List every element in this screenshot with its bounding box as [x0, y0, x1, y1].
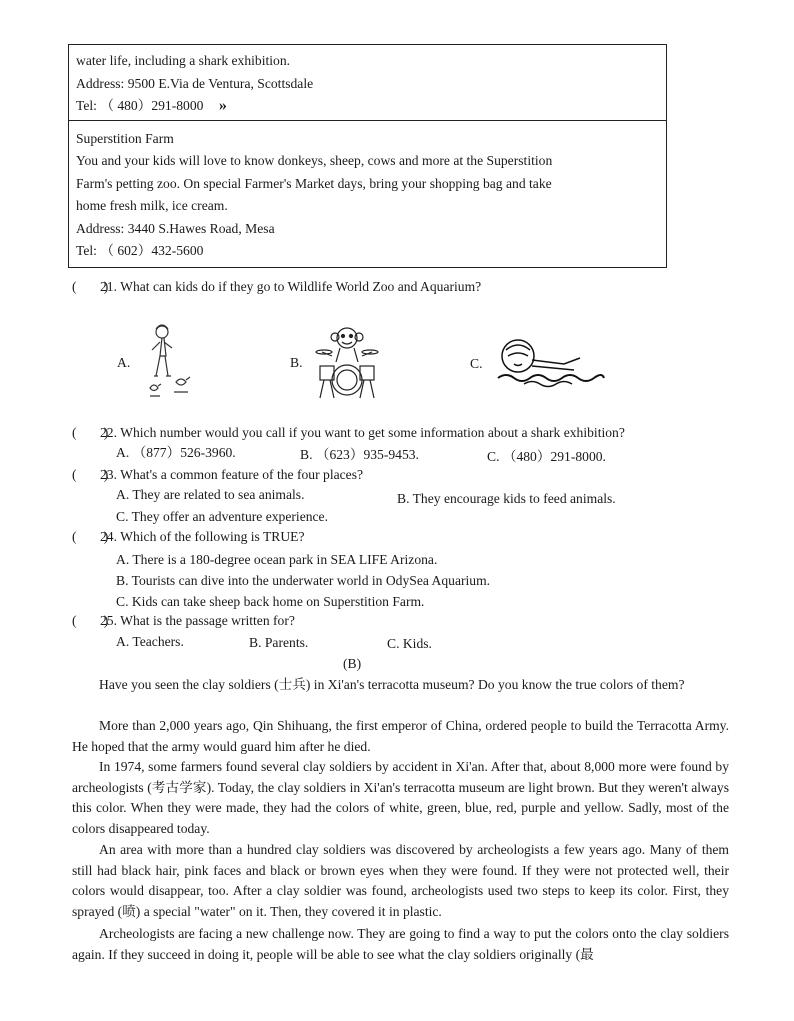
answer-blank[interactable]: ( ) — [72, 279, 109, 294]
box1-tel-text: Tel: （ 480）291-8000 — [76, 98, 204, 113]
option-a[interactable]: A. — [117, 355, 131, 370]
swimmer-icon — [494, 334, 606, 390]
passage-paragraph: Archeologists are facing a new challenge now. They are going to find a way to put the colors onto the clay soldiers again. If they succeed in doing it, people will be able to see what the clay soldiers originally (最 — [72, 926, 729, 962]
answer-blank[interactable]: ( ) — [72, 467, 109, 482]
question-21 — [72, 278, 481, 296]
question-24 — [72, 528, 305, 546]
option-c[interactable]: C. Kids. — [387, 636, 432, 651]
farm-text-line: You and your kids will love to know donkeys, sheep, cows and more at the Superstition — [76, 153, 553, 168]
option-b[interactable]: B. — [290, 355, 303, 370]
box1-line1: water life, including a shark exhibition. — [76, 53, 291, 68]
farm-address: Address: 3440 S.Hawes Road, Mesa — [76, 221, 275, 236]
option-c[interactable]: C. Kids can take sheep back home on Superstition Farm. — [116, 594, 425, 609]
answer-blank[interactable]: ( ) — [72, 529, 109, 544]
question-22 — [72, 424, 625, 442]
passage-paragraph: Have you seen the clay soldiers (士兵) in Xi'an's terracotta museum? Do you know the true colors of them? — [99, 677, 685, 692]
question-23 — [72, 466, 363, 484]
question-text: 25. What is the passage written for? — [100, 613, 295, 628]
section-b-label: (B) — [343, 656, 362, 671]
kid-feeding-animals-icon — [138, 320, 196, 402]
monkey-drummer-icon — [312, 322, 382, 400]
option-c[interactable]: C. （480）291-8000. — [487, 449, 606, 464]
double-arrow-icon: » — [218, 97, 227, 114]
option-b[interactable]: B. Parents. — [249, 635, 309, 650]
question-text: 21. What can kids do if they go to Wildlife World Zoo and Aquarium? — [100, 279, 482, 294]
passage-paragraph: An area with more than a hundred clay soldiers was discovered by archeologists a few years ago. Many of them still had black hair, pink faces and black or brown eyes when they were found. If they were not protected well, their colors would disappear, too. After a clay soldier was found, archeologists used two steps to keep its color. First, they sprayed (喷) a special "water" on it. Then, they covered it in plastic. — [72, 842, 729, 919]
farm-text-line: home fresh milk, ice cream. — [76, 198, 228, 213]
info-box-superstition-farm — [68, 121, 667, 268]
question-text: 22. Which number would you call if you want to get some information about a shark exhibition? — [100, 425, 625, 440]
option-b[interactable]: B. （623）935-9453. — [300, 447, 419, 462]
box1-address: Address: 9500 E.Via de Ventura, Scottsdale — [76, 76, 314, 91]
option-a[interactable]: A. They are related to sea animals. — [116, 487, 305, 502]
passage-paragraph: More than 2,000 years ago, Qin Shihuang, the first emperor of China, ordered people to build the Terracotta Army. He hoped that the army would guard him after he died. — [72, 718, 729, 754]
question-text: 23. What's a common feature of the four places? — [100, 467, 364, 482]
option-c[interactable]: C. They offer an adventure experience. — [116, 509, 328, 524]
option-b[interactable]: B. Tourists can dive into the underwater world in OdySea Aquarium. — [116, 573, 491, 588]
option-a[interactable]: A. （877）526-3960. — [116, 445, 236, 460]
option-b[interactable]: B. They encourage kids to feed animals. — [397, 491, 616, 506]
farm-text-line: Farm's petting zoo. On special Farmer's Market days, bring your shopping bag and take — [76, 176, 552, 191]
farm-tel: Tel: （ 602）432-5600 — [76, 243, 204, 258]
passage-paragraph: In 1974, some farmers found several clay soldiers by accident in Xi'an. After that, about 8,000 more were found by archeologists (考古学家). Today, the clay soldiers in Xi'an's terracotta museum are light brown. But they weren't always this color. When they were made, they had the colors of white, green, blue, red, purple and yellow. Sadly, most of the colors disappeared today. — [72, 759, 729, 836]
farm-title: Superstition Farm — [76, 131, 174, 146]
question-25 — [72, 612, 295, 630]
question-text: 24. Which of the following is TRUE? — [100, 529, 305, 544]
option-a[interactable]: A. Teachers. — [116, 634, 184, 649]
info-box-wildlife-zoo — [68, 44, 667, 121]
answer-blank[interactable]: ( ) — [72, 425, 109, 440]
answer-blank[interactable]: ( ) — [72, 613, 109, 628]
option-c[interactable]: C. — [470, 356, 483, 371]
box1-tel — [76, 97, 227, 115]
option-a[interactable]: A. There is a 180-degree ocean park in SEA LIFE Arizona. — [116, 552, 438, 567]
